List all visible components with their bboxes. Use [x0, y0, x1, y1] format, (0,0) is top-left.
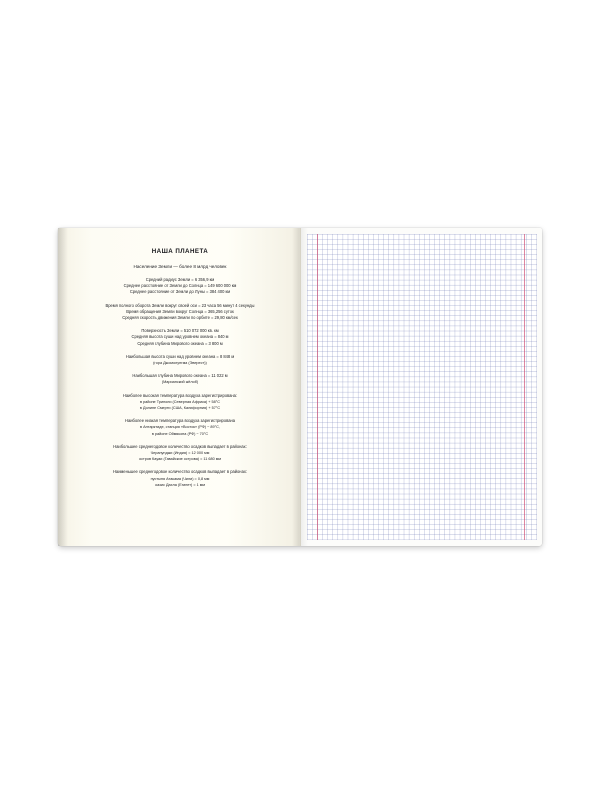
fact-line: в районе Оймякона (РФ) − 70°C: [151, 431, 209, 436]
fact-line: Наименьшее среднегодовое количество осадков выпадает в районах:: [112, 469, 248, 475]
fact-line: оазис Дахла (Египет) = 1 мм: [154, 482, 206, 487]
fact-line: пустыня Атакама (Чили) = 0,8 мм: [150, 476, 210, 481]
fact-line: Наибольшая глубина Мирового океана = 11 022 м: [132, 373, 228, 379]
fact-block-dimensions: [72, 277, 288, 296]
fact-block-lowest-temperature: [72, 418, 288, 437]
fact-line: Средняя высота суши над уровнем океана = 840 м: [131, 334, 229, 340]
margin-line-left: [317, 234, 318, 540]
fact-block-surface: [72, 328, 288, 347]
margin-line-right: [524, 234, 525, 540]
fact-line: Наиболее низкая температура воздуха зарегистрирована: [124, 418, 236, 424]
fact-line: (гора Джомолунгма (Эверест)): [153, 361, 207, 366]
fact-line: Среднее расстояние от Земли до Солнца = 149 600 000 км: [123, 283, 237, 289]
fact-line: Наибольшая высота суши над уровнем океана = 8 848 м: [125, 353, 235, 359]
fact-block-deepest-point: [72, 373, 288, 385]
fact-line: Средняя скорость движения Земли по орбите = 29,80 км/сек: [122, 315, 238, 321]
fact-block-max-precipitation: [72, 444, 288, 463]
fact-line: остров Кауаи (Гавайские острова) = 11 680 мм: [139, 457, 221, 462]
open-notebook-spread: [58, 228, 542, 546]
fact-line: Среднее расстояние от Земли до Луны = 384 400 км: [129, 289, 231, 295]
fact-line: в районе Триполи (Северная Африка) + 58°C: [139, 399, 221, 404]
notebook-left-page: [58, 228, 300, 546]
fact-block-motion: [72, 303, 288, 322]
fact-line: в Долине Смерти (США, Калифорния) + 57°C: [139, 406, 221, 411]
fact-line: Наибольшее среднегодовое количество осадков выпадает в районах:: [113, 443, 247, 449]
fact-line: Средний радиус Земли = 6 356,9 км: [145, 277, 215, 282]
fact-line: Средняя глубина Мирового океана = 3 800 м: [137, 340, 223, 346]
fact-line: Черапунджи (Индия) = 12 000 мм: [150, 451, 210, 456]
fact-block-min-precipitation: [72, 469, 288, 488]
fact-line: Время обращения Земли вокруг Солнца = 365,256 суток: [126, 308, 234, 314]
fact-line: (Марианский жёлоб): [161, 380, 199, 385]
fact-line: Время полного оборота Земли вокруг своей оси = 23 часа 56 минут 4 секунды: [105, 302, 255, 308]
fact-line: Наиболее высокая температура воздуха зарегистрирована:: [122, 392, 238, 398]
fact-line: в Антарктиде, станция «Восток» (РФ) − 89°C,: [140, 425, 220, 430]
population-line: Население Земли — более 8 млрд человек: [133, 264, 227, 269]
page-title: НАША ПЛАНЕТА: [151, 248, 209, 255]
notebook-right-page: [300, 228, 542, 546]
fact-block-highest-point: [72, 354, 288, 366]
fact-block-highest-temperature: [72, 393, 288, 412]
graph-grid: [307, 234, 537, 540]
left-page-edge-shadow: [58, 228, 68, 546]
fact-line: Поверхность Земли = 510 072 000 кв. км: [141, 328, 219, 334]
